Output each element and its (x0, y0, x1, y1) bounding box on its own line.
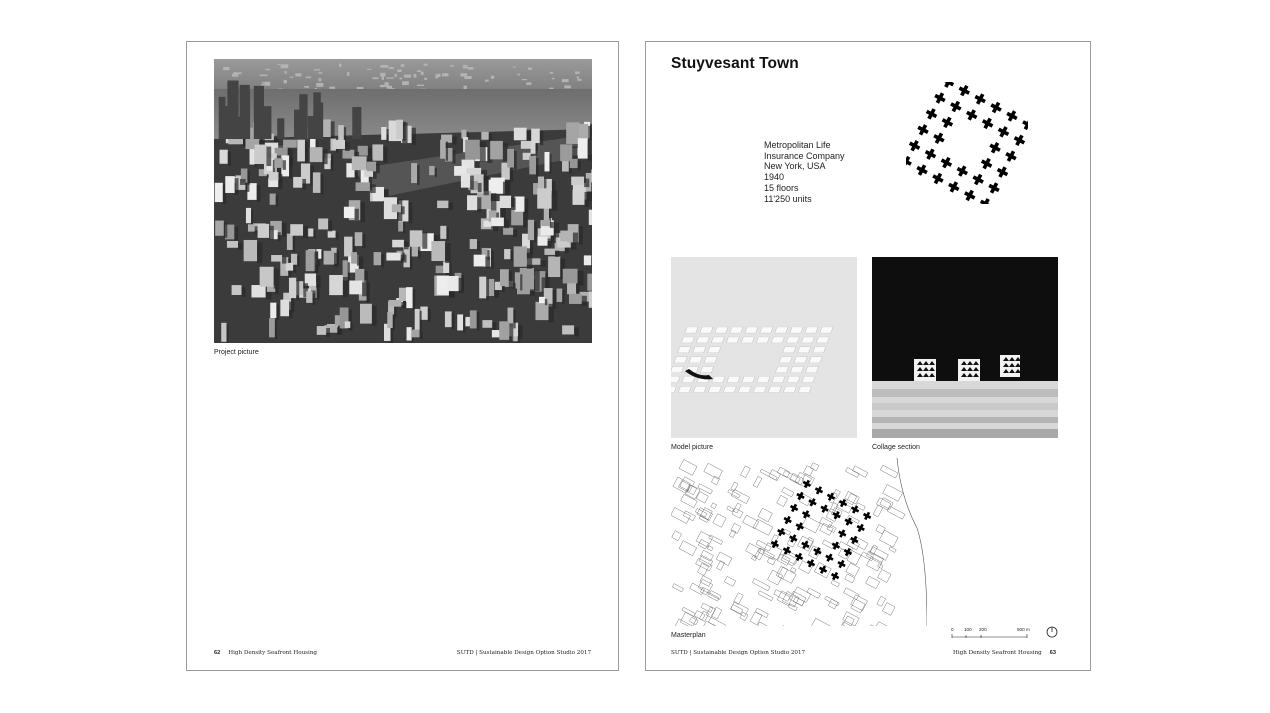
project-picture-caption: Project picture (214, 349, 259, 356)
client-line-2: Insurance Company (764, 150, 845, 161)
right-footer (953, 650, 1056, 656)
model-graphic (671, 257, 857, 438)
site-plan-diagram (906, 82, 1028, 204)
scale-bar-graphic (951, 633, 1031, 641)
aerial-project-photo (214, 59, 592, 343)
north-arrow-icon (1046, 626, 1058, 638)
masterplan-caption: Masterplan (671, 632, 706, 639)
left-footer-right (457, 650, 591, 656)
scale-label-100: 100 (964, 627, 972, 632)
units: 11'250 units (764, 193, 812, 204)
year: 1940 (764, 172, 785, 183)
model-picture-caption: Model picture (671, 444, 714, 451)
scale-label-500: 500 m (1017, 627, 1030, 632)
left-footer-studio: SUTD | Sustainable Design Option Studio 2017 (456, 650, 591, 656)
scale-label-0: 0 (951, 627, 954, 632)
right-page-number: 63 (1049, 650, 1056, 656)
collage-graphic (872, 257, 1058, 438)
client-line-1: Metropolitan Life (764, 140, 831, 150)
project-title: Stuyvesant Town (671, 55, 799, 72)
right-footer-studio: SUTD | Sustainable Design Option Studio 2017 (671, 650, 806, 656)
scale-label-200: 200 (979, 627, 987, 632)
masterplan-graphic (671, 458, 927, 626)
right-footer-left (671, 650, 805, 656)
scale-bar (951, 627, 1031, 641)
project-info (764, 140, 845, 204)
masterplan-map (671, 458, 927, 626)
location: New York, USA (764, 161, 826, 172)
right-footer-title: High Density Seafront Housing (952, 650, 1042, 656)
floors: 15 floors (764, 182, 799, 193)
right-page (645, 41, 1091, 671)
left-footer (214, 650, 317, 656)
left-page (186, 41, 619, 671)
aerial-photo-graphic (214, 59, 592, 343)
left-page-number: 62 (214, 650, 221, 656)
model-photo (671, 257, 857, 438)
collage-section-caption: Collage section (872, 444, 920, 451)
left-footer-title: High Density Seafront Housing (228, 650, 318, 656)
collage-section-image (872, 257, 1058, 438)
